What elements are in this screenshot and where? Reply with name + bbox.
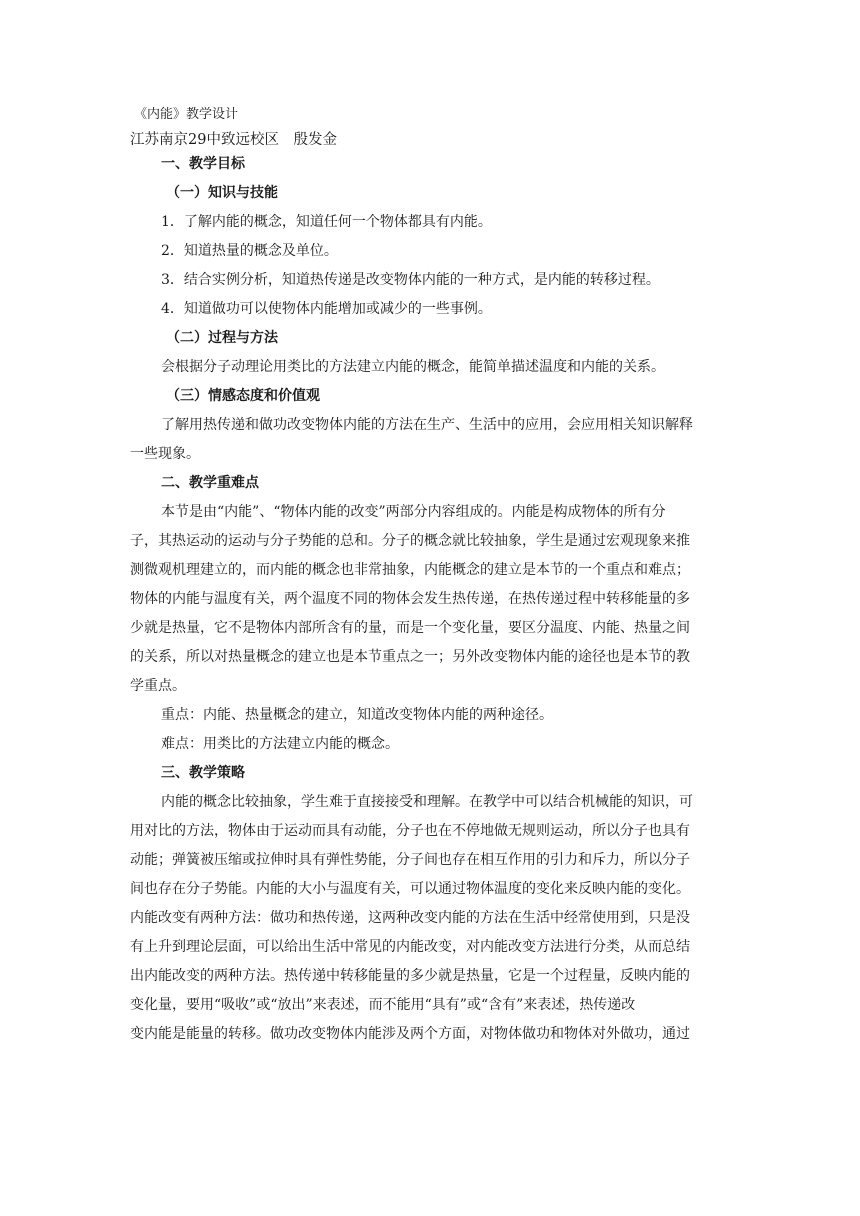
key-difficulties-paragraph-line: 物体的内能与温度有关，两个温度不同的物体会发生热传递，在热传递过程中转移能量的多 — [130, 591, 690, 607]
strategy-paragraph-line: 用对比的方法，物体由于运动而具有动能，分子也在不停地做无规则运动，所以分子也具有 — [130, 823, 690, 839]
attitude-text-line: 一些现象。 — [130, 446, 200, 462]
strategy-paragraph-line: 变内能是能量的转移。做功改变物体内能涉及两个方面，对物体做功和物体对外做功，通过 — [130, 1026, 690, 1042]
key-point-text: 重点：内能、热量概念的建立，知道改变物体内能的两种途径。 — [161, 707, 553, 723]
strategy-paragraph-line: 动能；弹簧被压缩或拉伸时具有弹性势能，分子间也存在相互作用的引力和斥力，所以分子 — [130, 852, 690, 868]
section-heading-key-difficulties: 二、教学重难点 — [161, 475, 259, 491]
document-body — [130, 150, 738, 1049]
subsection-heading-process-method: （二）过程与方法 — [166, 330, 278, 346]
attitude-text-line: 了解用热传递和做功改变物体内能的方法在生产、生活中的应用，会应用相关知识解释 — [161, 417, 693, 433]
section-heading-teaching-strategy: 三、教学策略 — [161, 765, 245, 781]
author-line: 江苏南京29中致远校区 殷发金 — [130, 132, 337, 148]
difficulty-text: 难点：用类比的方法建立内能的概念。 — [161, 736, 399, 752]
key-difficulties-paragraph-line: 本节是由“内能”、“物体内能的改变”两部分内容组成的。内能是构成物体的所有分 — [161, 504, 666, 520]
key-difficulties-paragraph-line: 学重点。 — [130, 678, 186, 694]
subsection-heading-knowledge-skills: （一）知识与技能 — [166, 185, 278, 201]
goal-item-3: 3．结合实例分析，知道热传递是改变物体内能的一种方式，是内能的转移过程。 — [161, 272, 660, 288]
strategy-paragraph-line: 内能改变有两种方法：做功和热传递，这两种改变内能的方法在生活中经常使用到，只是没 — [130, 910, 690, 926]
strategy-paragraph-line: 出内能改变的两种方法。热传递中转移能量的多少就是热量，它是一个过程量，反映内能的 — [130, 968, 690, 984]
document-title: 《内能》教学设计 — [134, 107, 239, 122]
strategy-paragraph-line: 内能的概念比较抽象，学生难于直接接受和理解。在教学中可以结合机械能的知识，可 — [161, 794, 693, 810]
strategy-paragraph-line: 有上升到理论层面，可以给出生活中常见的内能改变，对内能改变方法进行分类，从而总结 — [130, 939, 690, 955]
subsection-heading-attitude-values: （三）情感态度和价值观 — [166, 388, 320, 404]
goal-item-2: 2．知道热量的概念及单位。 — [161, 243, 338, 259]
key-difficulties-paragraph-line: 少就是热量，它不是物体内部所含有的量，而是一个变化量，要区分温度、内能、热量之间 — [130, 620, 690, 636]
key-difficulties-paragraph-line: 子，其热运动的运动与分子势能的总和。分子的概念就比较抽象，学生是通过宏观现象来推 — [130, 533, 690, 549]
key-difficulties-paragraph-line: 测微观机理建立的，而内能的概念也非常抽象，内能概念的建立是本节的一个重点和难点； — [130, 562, 690, 578]
section-heading-teaching-goals: 一、教学目标 — [161, 156, 245, 172]
process-method-text: 会根据分子动理论用类比的方法建立内能的概念，能简单描述温度和内能的关系。 — [161, 359, 665, 375]
goal-item-4: 4．知道做功可以使物体内能增加或减少的一些事例。 — [161, 301, 492, 317]
goal-item-1: 1．了解内能的概念，知道任何一个物体都具有内能。 — [161, 214, 492, 230]
strategy-paragraph-line: 间也存在分子势能。内能的大小与温度有关，可以通过物体温度的变化来反映内能的变化。 — [130, 881, 690, 897]
strategy-paragraph-line: 变化量，要用“吸收”或“放出”来表述，而不能用“具有”或“含有”来表述，热传递改 — [130, 997, 636, 1013]
key-difficulties-paragraph-line: 的关系，所以对热量概念的建立也是本节重点之一；另外改变物体内能的途径也是本节的教 — [130, 649, 690, 665]
